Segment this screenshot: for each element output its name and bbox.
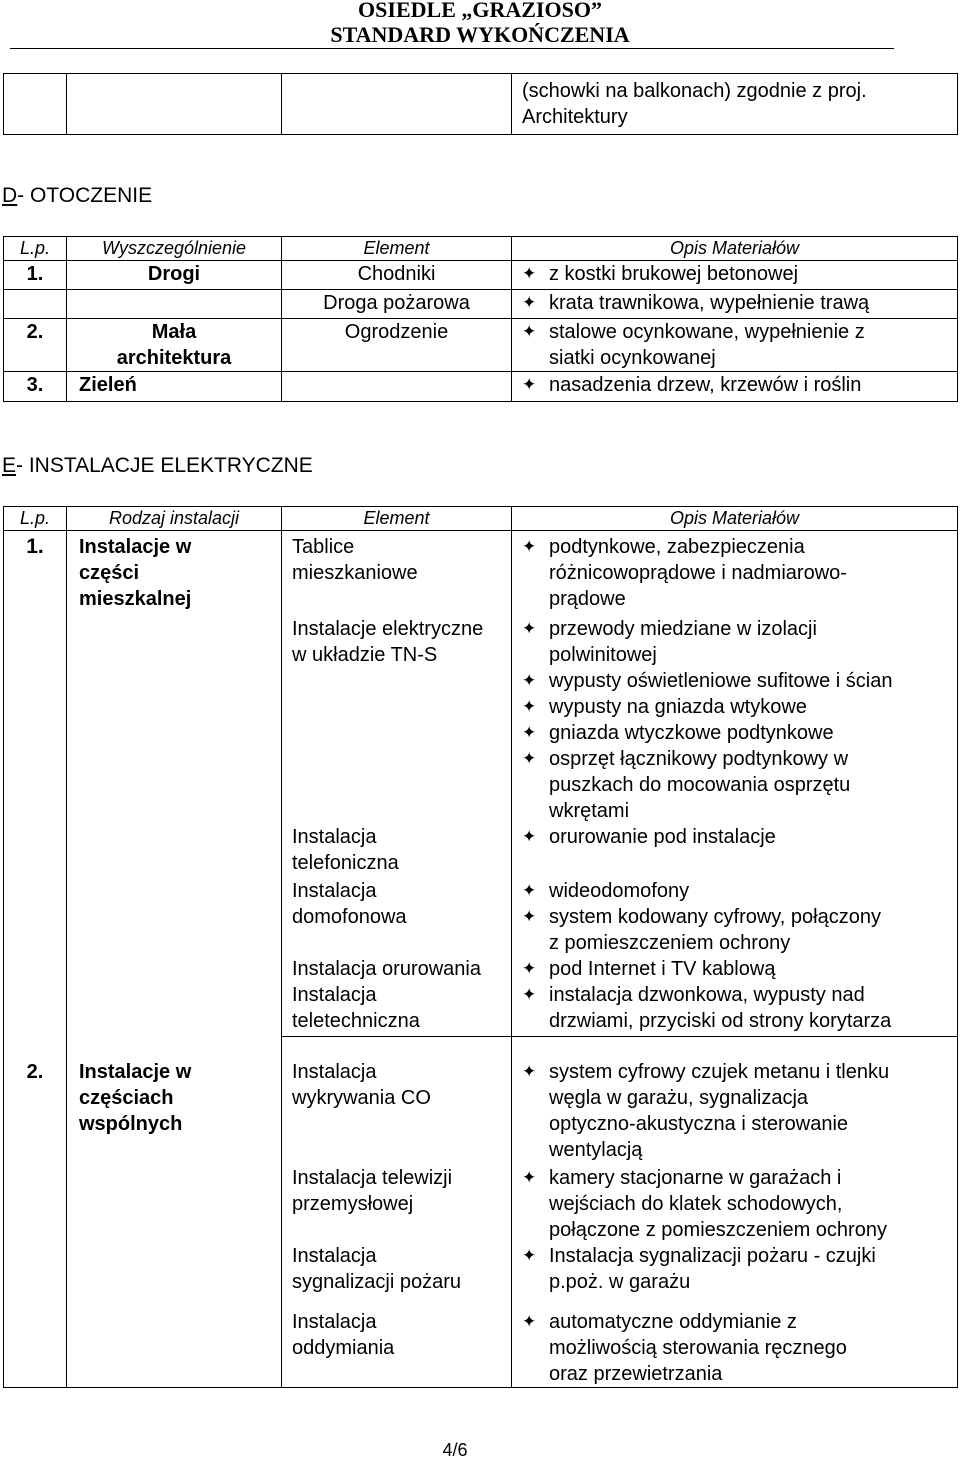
element-label: wykrywania CO [292,1087,431,1109]
installation-element [292,1165,511,1243]
bullet-item: ✦ wypusty na gniazda wtykowe [512,694,957,720]
row-name: częściach [79,1086,174,1109]
bullet-item: ✦ instalacja dzwonkowa, wypusty nad [512,982,957,1008]
row-name: Zieleń [67,372,282,402]
bullet-item: ✦ pod Internet i TV kablową [512,956,957,982]
document-subtitle: STANDARD WYKOŃCZENIA [330,22,630,47]
bullet-item-continuation: węgla w garażu, sygnalizacja [549,1087,809,1109]
bullet-item: ✦ system kodowany cyfrowy, połączony [512,904,957,930]
bullet-item: ✦ orurowanie pod instalacje [512,824,957,850]
material-list [512,1059,957,1165]
header-lp: L.p. [4,237,67,261]
group1-items [512,534,957,1036]
bullet-item-continuation: p.poż. w garażu [549,1271,691,1293]
section-title-otoczenie [2,183,152,209]
table-header-row [4,507,958,531]
row-element: Ogrodzenie [282,319,512,372]
header-opis: Opis Materiałów [512,237,958,261]
group1-elements [292,534,511,1036]
installation-element [292,878,511,956]
element-label: przemysłowej [292,1193,414,1215]
bullet-item: ✦ system cyfrowy czujek metanu i tlenku [512,1059,957,1085]
bullet-item: ✦ osprzęt łącznikowy podtynkowy w [512,746,957,772]
material-list [512,1243,957,1309]
material-list [512,1309,957,1387]
bullet-item: ✦ kamery stacjonarne w garażach i [512,1165,957,1191]
row-number: 1. [4,531,67,1037]
header-element: Element [282,237,512,261]
section-letter: D [2,184,18,207]
bullet-item: ✦ wypusty oświetleniowe sufitowe i ścian [512,668,957,694]
installation-element [292,824,511,878]
bullet-item-continuation: różnicowoprądowe i nadmiarowo- [549,562,847,584]
section-letter: E [2,454,17,477]
material-list [512,824,957,878]
row-name: Instalacje w [79,1060,192,1083]
page-number: 4/6 [442,1440,468,1460]
group2-elements [292,1059,511,1387]
row-name: Drogi [67,261,282,290]
row-name: architektura [116,347,232,369]
otoczenie-table [3,236,958,402]
bullet-item: ✦ gniazda wtyczkowe podtynkowe [512,720,957,746]
section-title-instalacje [2,453,313,479]
element-label: Instalacja [292,984,377,1006]
installation-element [292,1243,511,1309]
material-description: Architektury [522,106,628,128]
material-list [512,534,957,616]
element-label: Instalacja [292,1311,377,1333]
row-name: mieszkalnej [79,588,192,610]
element-label: mieszkaniowe [292,562,418,584]
table-row [4,319,958,372]
row-name: Instalacje w [79,536,192,558]
bullet-item-continuation: możliwością sterowania ręcznego [549,1337,847,1359]
installation-element [292,1059,511,1165]
row-number: 3. [4,372,67,402]
header-rodzaj: Rodzaj instalacji [67,507,282,531]
element-label: Instalacja [292,1061,377,1083]
bullet-item-continuation: z pomieszczeniem ochrony [549,932,791,954]
table-row [4,74,958,135]
installation-element [292,956,511,982]
bullet-item-continuation: wentylacją [549,1139,643,1161]
table-row [4,261,958,290]
bullet-item-continuation: puszkach do mocowania osprzętu [549,774,851,796]
bullet-item-continuation: polwinitowej [549,644,657,666]
bullet-item: ✦ automatyczne oddymianie z [512,1309,957,1335]
bullet-item: ✦ krata trawnikowa, wypełnienie trawą [512,290,957,316]
header-lp: L.p. [4,507,67,531]
table-row [4,290,958,319]
bullet-item: ✦ z kostki brukowej betonowej [512,261,957,287]
table-row [4,372,958,402]
bullet-item-continuation: wkrętami [549,800,630,822]
bullet-item-continuation: połączone z pomieszczeniem ochrony [549,1219,887,1241]
row-number: 1. [4,261,67,290]
bullet-item: ✦ wideodomofony [512,878,957,904]
material-list [512,982,957,1036]
element-label: Instalacja [292,1245,377,1267]
document-title: OSIEDLE „GRAZIOSO” [358,0,602,22]
element-label: w układzie TN-S [292,644,438,666]
element-label: domofonowa [292,906,407,928]
bullet-item-continuation: prądowe [549,588,626,610]
table-row [4,1037,958,1388]
element-label: Instalacja orurowania [292,958,481,980]
element-label: telefoniczna [292,852,399,874]
element-label: Instalacje elektryczne [292,618,484,640]
section-title-text: - OTOCZENIE [17,184,153,207]
material-description: (schowki na balkonach) zgodnie z proj. [522,80,867,102]
bullet-item-continuation: wejściach do klatek schodowych, [549,1193,843,1215]
bullet-item-continuation: drzwiami, przyciski od strony korytarza [549,1010,892,1032]
row-name: wspólnych [79,1112,183,1135]
element-label: Instalacja telewizji [292,1167,453,1189]
material-list [512,878,957,956]
element-label: Tablice [292,536,355,558]
row-element: Chodniki [282,261,512,290]
row-number: 2. [4,1037,67,1388]
row-name: części [79,562,140,584]
element-label: teletechniczna [292,1010,420,1032]
element-label: Instalacja [292,826,377,848]
header-wyszczegolnienie: Wyszczególnienie [67,237,282,261]
table-header-row [4,237,958,261]
installation-element [292,534,511,616]
material-list [512,1165,957,1243]
material-list [512,616,957,824]
header-element: Element [282,507,512,531]
header-divider [10,48,894,49]
bullet-item: ✦ Instalacja sygnalizacji pożaru - czujki [512,1243,957,1269]
installation-element [292,616,511,824]
bullet-item-continuation: optyczno-akustyczna i sterowanie [549,1113,849,1135]
bullet-item: ✦ nasadzenia drzew, krzewów i roślin [512,372,957,398]
row-number: 2. [4,319,67,372]
bullet-item: ✦ podtynkowe, zabezpieczenia [512,534,957,560]
element-label: oddymiania [292,1337,395,1359]
bullet-item: ✦ przewody miedziane w izolacji [512,616,957,642]
table-row [4,531,958,1037]
row-element: Droga pożarowa [282,290,512,319]
bullet-item-continuation: siatki ocynkowanej [549,347,716,369]
bullet-item: ✦ stalowe ocynkowane, wypełnienie z [512,319,957,345]
installation-element [292,1309,511,1387]
element-label: Instalacja [292,880,377,902]
continuation-table [3,73,958,135]
group2-items [512,1059,957,1387]
instalacje-table [3,506,958,1388]
material-list [512,956,957,982]
installation-element [292,982,511,1036]
bullet-item-continuation: oraz przewietrzania [549,1363,723,1385]
element-label: sygnalizacji pożaru [292,1271,461,1293]
header-opis: Opis Materiałów [512,507,958,531]
section-title-text: - INSTALACJE ELEKTRYCZNE [16,454,313,477]
row-name: Mała [151,321,197,343]
